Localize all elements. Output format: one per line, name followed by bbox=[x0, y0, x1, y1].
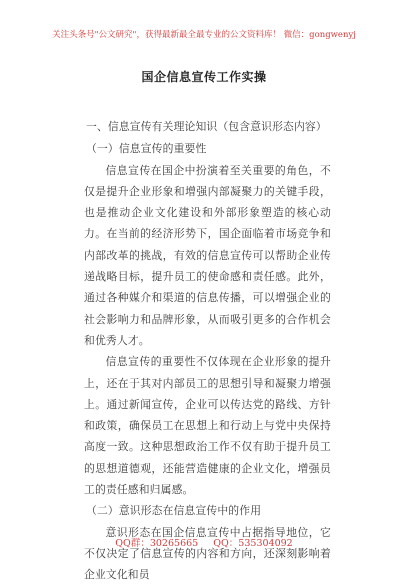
document-body bbox=[84, 116, 331, 586]
paragraph-3: 意识形态在国企信息宣传中占据指导地位，它不仅决定了信息宣传的内容和方向，还深刻影响着企业文化和员 bbox=[84, 525, 331, 582]
subsection-heading-2: （二）意识形态在信息宣传中的作用 bbox=[86, 504, 262, 518]
document-title: 国企信息宣传工作实操 bbox=[141, 70, 267, 84]
section-heading-1: 一、信息宣传有关理论知识（包含意识形态内容） bbox=[86, 120, 327, 133]
footer-contact bbox=[0, 535, 408, 549]
paragraph-2: 信息宣传的重要性不仅体现在企业形象的提升上，还在于其对内部员工的思想引导和凝聚力增强上。通过新闻宣传，企业可以传达党的路线、方针和政策，确保员工在思想上和行动上与党中央保持高度一致。这种思想政治工作不仅有助于提升员工的思想道德观，还能营造健康的企业文化，增强员工的责任感和归属感。 bbox=[84, 355, 331, 497]
header-promo-note: 关注头条号"公文研究"，获得最新最全最专业的公文资料库！ 微信：gongwenyj bbox=[52, 30, 356, 40]
paragraph-1: 信息宣传在国企中扮演着至关重要的角色，不仅是提升企业形象和增强内部凝聚力的关键手段，也是推动企业文化建设和外部形象塑造的核心动力。在当前的经济形势下，国企面临着市场竞争和内部改革的挑战，有效的信息宣传可以帮助企业传递战略目标，提升员工的使命感和责任感。此外，通过各种媒介和渠道的信息传播，可以增强企业的社会影响力和品牌形象，从而吸引更多的合作机会和优秀人才。 bbox=[84, 163, 331, 347]
footer-qq-group: QQ群：30265665 bbox=[115, 538, 199, 549]
footer-qq: QQ：535304092 bbox=[213, 538, 293, 549]
subsection-heading-1: （一）信息宣传的重要性 bbox=[86, 142, 207, 156]
